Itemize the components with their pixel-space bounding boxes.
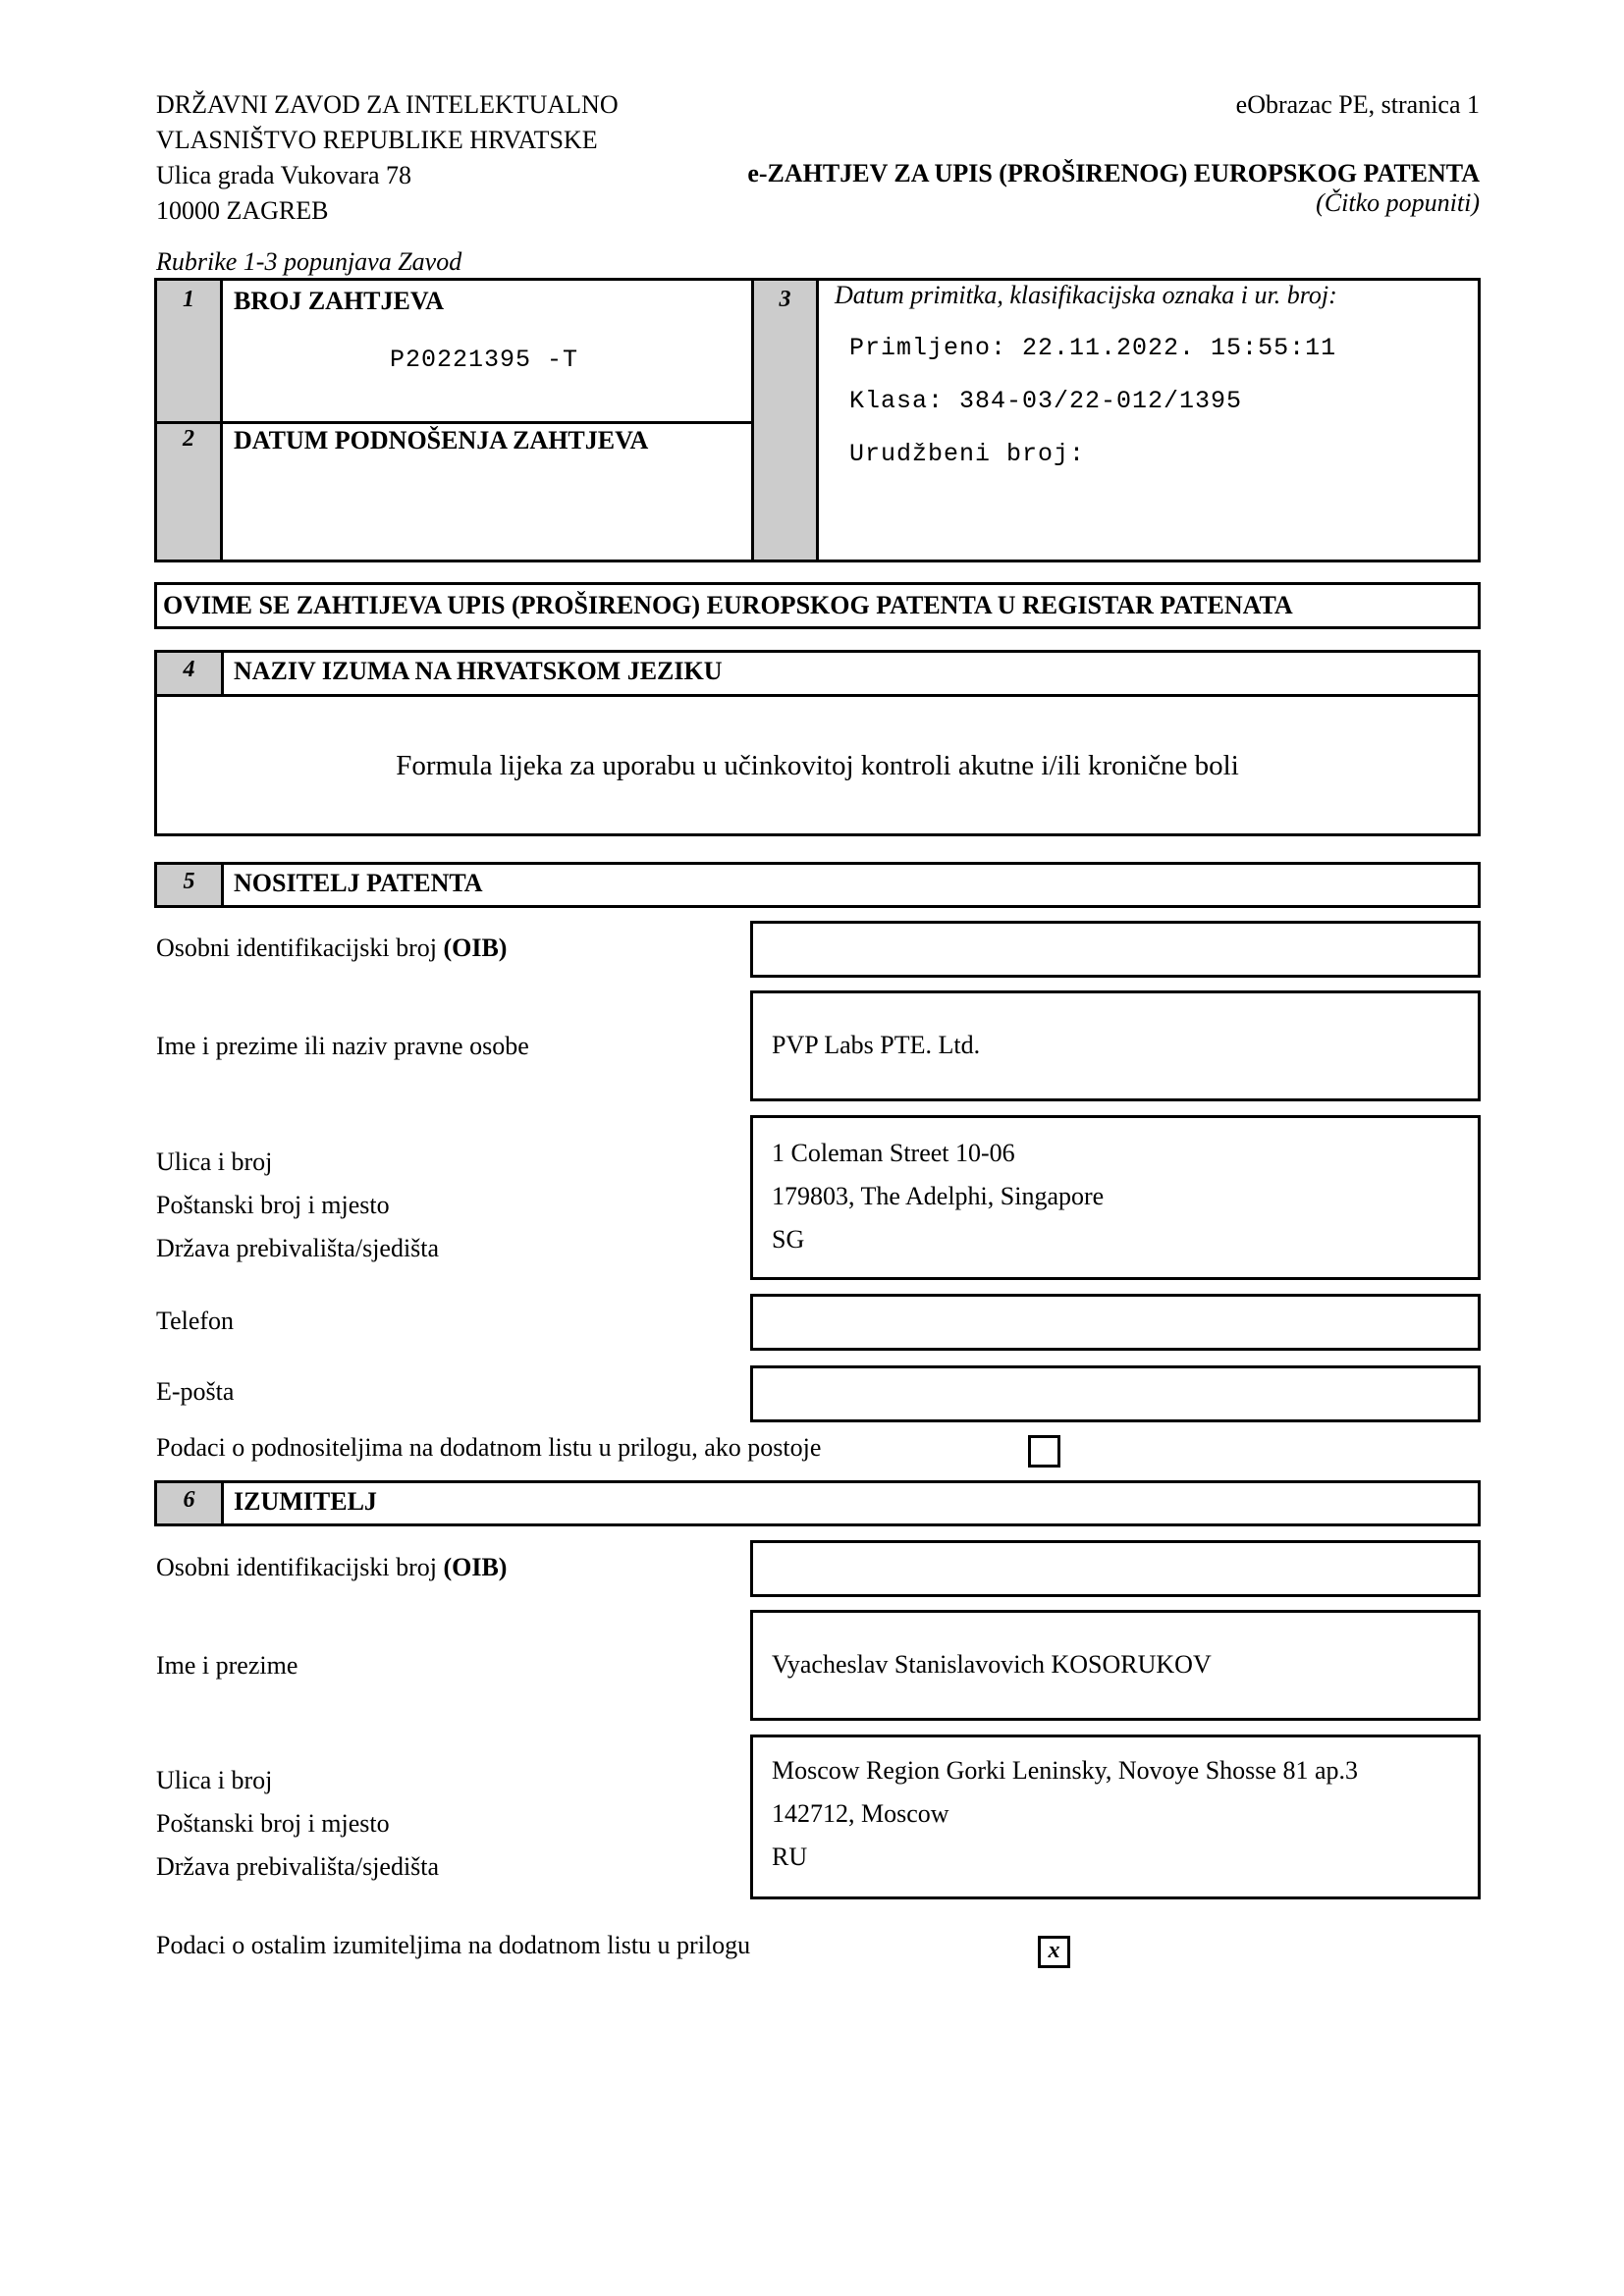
section-4-number-cell — [157, 653, 224, 694]
section-4-box — [154, 650, 1481, 836]
section-2-number: 2 — [183, 426, 194, 452]
section-6-title: IZUMITELJ — [234, 1487, 377, 1516]
checkbox-x-mark: x — [1048, 1938, 1060, 1963]
section-5-header — [154, 862, 1481, 908]
office-street: Ulica grada Vukovara 78 — [156, 161, 412, 189]
section-4-title: NAZIV IZUMA NA HRVATSKOM JEZIKU — [234, 657, 723, 685]
inventor-name-value: Vyacheslav Stanislavovich KOSORUKOV — [772, 1650, 1212, 1679]
holder-postal-label: Poštanski broj i mjesto — [156, 1191, 390, 1219]
section-3-number-cell — [754, 281, 819, 560]
holder-name-label: Ime i prezime ili naziv pravne osobe — [156, 1032, 529, 1060]
holder-oib-field[interactable] — [750, 921, 1481, 978]
inventor-name-label: Ime i prezime — [156, 1651, 298, 1680]
received-datetime: Primljeno: 22.11.2022. 15:55:11 — [849, 334, 1337, 362]
application-number-field[interactable]: P20221395 -T — [390, 346, 579, 374]
office-note: Rubrike 1-3 popunjava Zavod — [156, 247, 462, 276]
inventor-name-field[interactable] — [750, 1610, 1481, 1721]
inventor-street-value: Moscow Region Gorki Leninsky, Novoye Shosse 81 ap.3 — [772, 1756, 1358, 1785]
holder-street-value: 1 Coleman Street 10-06 — [772, 1139, 1015, 1167]
section-5-title: NOSITELJ PATENTA — [234, 869, 483, 897]
section-6-number-cell — [157, 1483, 224, 1523]
page-label: eObrazac PE, stranica 1 — [1235, 90, 1480, 119]
holder-oib-label: Osobni identifikacijski broj (OIB) — [156, 934, 508, 962]
filing-date-field[interactable] — [234, 477, 734, 536]
divider — [157, 421, 751, 424]
inventor-country-value: RU — [772, 1842, 808, 1871]
registry-number: Urudžbeni broj: — [849, 440, 1086, 468]
section-2-number-cell — [157, 424, 223, 560]
section-1-title: BROJ ZAHTJEVA — [234, 287, 445, 315]
inventor-address-field[interactable] — [750, 1735, 1481, 1899]
section-3-box — [751, 278, 1481, 562]
section-4-number: 4 — [183, 657, 195, 682]
section-5-number: 5 — [183, 869, 195, 894]
section-1-number-cell — [157, 281, 223, 422]
holder-name-field[interactable] — [750, 990, 1481, 1101]
holder-country-value: SG — [772, 1225, 805, 1254]
inventor-street-label: Ulica i broj — [156, 1766, 273, 1794]
inventor-oib-field[interactable] — [750, 1540, 1481, 1597]
invention-title-value: Formula lijeka za uporabu u učinkovitoj kontroli akutne i/ili kronične boli — [396, 749, 1239, 781]
holder-street-label: Ulica i broj — [156, 1148, 273, 1176]
holder-address-field[interactable] — [750, 1115, 1481, 1280]
inventor-postal-value: 142712, Moscow — [772, 1799, 949, 1828]
classification-code: Klasa: 384-03/22-012/1395 — [849, 387, 1243, 415]
holder-email-label: E-pošta — [156, 1377, 235, 1406]
invention-title-field[interactable] — [157, 697, 1478, 833]
holder-phone-field[interactable] — [750, 1294, 1481, 1351]
section-2-title: DATUM PODNOŠENJA ZAHTJEVA — [234, 426, 649, 454]
form-title: e-ZAHTJEV ZA UPIS (PROŠIRENOG) EUROPSKOG PATENTA — [747, 159, 1480, 187]
section-6-header — [154, 1480, 1481, 1526]
section-6-number: 6 — [183, 1487, 195, 1513]
form-subtitle: (Čitko popuniti) — [1316, 188, 1480, 217]
section-1-2-box — [154, 278, 754, 562]
section-3-number: 3 — [779, 287, 791, 312]
request-statement-box — [154, 582, 1481, 629]
inventor-additional-label: Podaci o ostalim izumiteljima na dodatnom listu u prilogu — [156, 1931, 751, 1959]
office-address — [156, 87, 619, 229]
holder-phone-label: Telefon — [156, 1307, 235, 1335]
inventor-additional-checkbox[interactable] — [1038, 1936, 1070, 1968]
section-5-number-cell — [157, 865, 224, 905]
inventor-oib-label: Osobni identifikacijski broj (OIB) — [156, 1553, 508, 1581]
section-3-title: Datum primitka, klasifikacijska oznaka i ur. broj: — [835, 281, 1337, 309]
holder-email-field[interactable] — [750, 1365, 1481, 1422]
office-name-line-2: VLASNIŠTVO REPUBLIKE HRVATSKE — [156, 126, 598, 154]
holder-name-value: PVP Labs PTE. Ltd. — [772, 1031, 981, 1059]
holder-postal-value: 179803, The Adelphi, Singapore — [772, 1182, 1105, 1210]
office-city: 10000 ZAGREB — [156, 196, 329, 225]
inventor-postal-label: Poštanski broj i mjesto — [156, 1809, 390, 1838]
holder-additional-label: Podaci o podnositeljima na dodatnom listu u prilogu, ako postoje — [156, 1433, 822, 1462]
office-name-line-1: DRŽAVNI ZAVOD ZA INTELEKTUALNO — [156, 90, 619, 119]
request-statement: OVIME SE ZAHTIJEVA UPIS (PROŠIRENOG) EUROPSKOG PATENTA U REGISTAR PATENATA — [163, 591, 1293, 619]
inventor-address-labels — [156, 1759, 439, 1889]
holder-additional-checkbox[interactable] — [1028, 1435, 1060, 1468]
section-1-number: 1 — [183, 287, 194, 312]
holder-address-labels — [156, 1141, 439, 1270]
inventor-country-label: Država prebivališta/sjedišta — [156, 1852, 440, 1881]
holder-country-label: Država prebivališta/sjedišta — [156, 1234, 440, 1262]
